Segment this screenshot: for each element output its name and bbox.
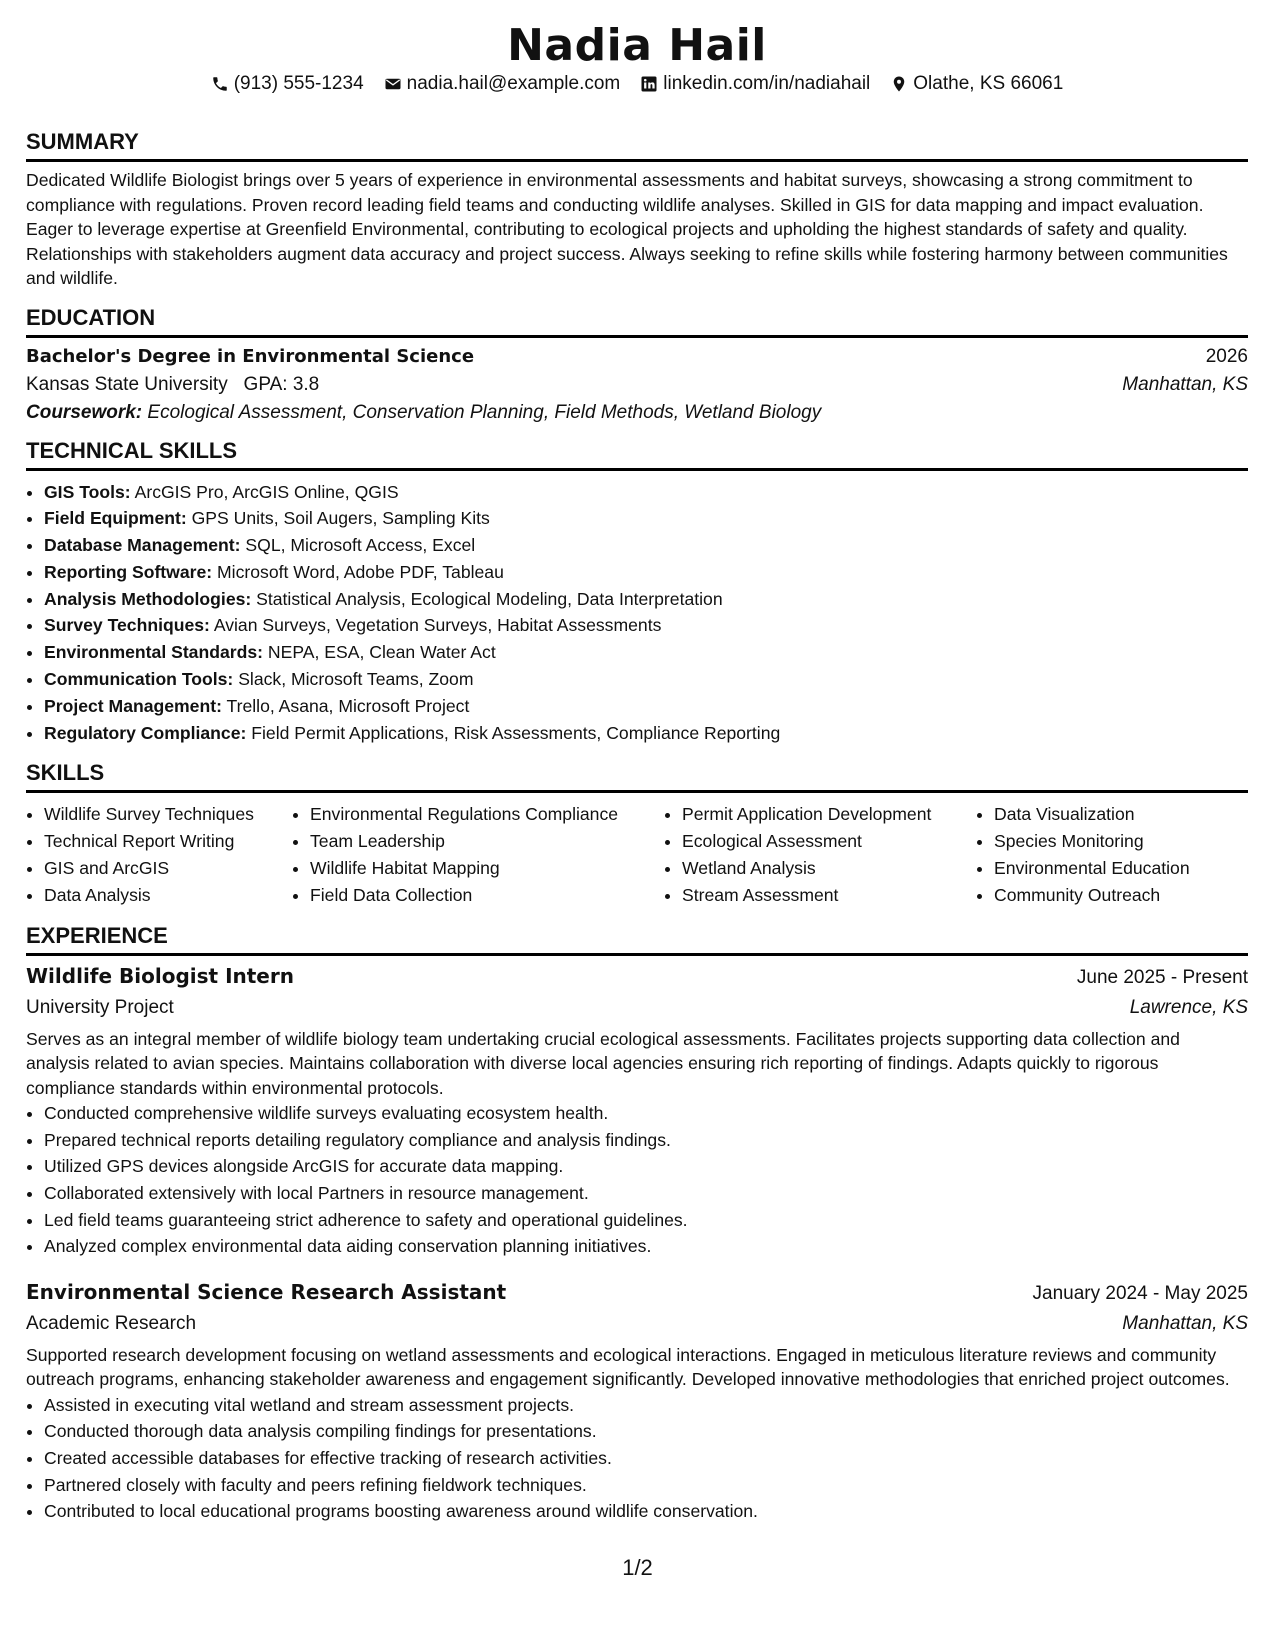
contact-email[interactable] <box>384 73 621 95</box>
tech-skill-value: SQL, Microsoft Access, Excel <box>245 535 476 556</box>
job-title-row <box>26 956 1248 989</box>
list-item: • Analyzed complex environmental data aiding conservation planning initiatives. <box>44 1233 1248 1260</box>
contact-location <box>890 73 1063 95</box>
map-pin-icon <box>890 75 908 93</box>
list-item: • Data Analysis <box>44 882 292 909</box>
tech-skill-label: Field Equipment: <box>44 508 187 529</box>
job-location: Manhattan, KS <box>1122 1312 1248 1334</box>
list-item <box>44 532 1248 559</box>
email-text: nadia.hail@example.com <box>406 73 621 94</box>
job-bullets <box>26 1392 1248 1525</box>
list-item <box>44 559 1248 586</box>
list-item: • Data Visualization <box>994 801 1248 828</box>
list-item: • Community Outreach <box>994 882 1248 909</box>
phone-icon <box>211 75 229 93</box>
tech-skill-value: ArcGIS Pro, ArcGIS Online, QGIS <box>134 481 399 502</box>
tech-skill-label: Reporting Software: <box>44 561 213 582</box>
skills-column <box>664 801 976 908</box>
tech-skill-label: Regulatory Compliance: <box>44 722 247 743</box>
summary-heading: SUMMARY <box>26 129 1248 162</box>
job-description: Serves as an integral member of wildlife biology team undertaking crucial ecological assessments. Facilitates projects supporting data collection and analysis related to avian species. Maintains collaboration with diverse local agencies ensuring rich reporting of findings. Adapts quickly to rigorous compliance standards within environmental protocols. <box>26 1028 1180 1098</box>
education-heading: EDUCATION <box>26 305 1248 338</box>
list-item: • Contributed to local educational programs boosting awareness around wildlife conservation. <box>44 1498 1248 1525</box>
list-item: • Environmental Regulations Compliance <box>310 801 664 828</box>
job-title: Wildlife Biologist Intern <box>26 963 294 988</box>
linkedin-icon <box>640 75 658 93</box>
list-item: • Wetland Analysis <box>682 855 976 882</box>
list-item <box>44 666 1248 693</box>
list-item: • Utilized GPS devices alongside ArcGIS for accurate data mapping. <box>44 1153 1248 1180</box>
education-school-row <box>26 374 1248 396</box>
job-organization: University Project <box>26 996 174 1018</box>
gpa: GPA: 3.8 <box>243 373 320 395</box>
list-item: • Ecological Assessment <box>682 828 976 855</box>
list-item <box>44 479 1248 506</box>
list-item: • GIS and ArcGIS <box>44 855 292 882</box>
job-org-row <box>26 997 1248 1019</box>
list-item: • Led field teams guaranteeing strict adherence to safety and operational guidelines. <box>44 1207 1248 1234</box>
tech-skill-value: Statistical Analysis, Ecological Modeling, Data Interpretation <box>256 588 723 609</box>
job-description: Supported research development focusing on wetland assessments and ecological interactions. Engaged in meticulous literature reviews and community outreach programs, enhancing stakeholder awareness and engagement significantly. Developed innovative methodologies that enriched project outcomes. <box>26 1344 1230 1390</box>
tech-skill-value: Avian Surveys, Vegetation Surveys, Habitat Assessments <box>213 615 662 636</box>
list-item: • Team Leadership <box>310 828 664 855</box>
job-org-row <box>26 1313 1248 1335</box>
envelope-icon <box>384 75 402 93</box>
tech-skill-label: Communication Tools: <box>44 669 234 690</box>
degree-title: Bachelor's Degree in Environmental Science <box>26 345 475 367</box>
skills-grid <box>26 801 1248 908</box>
experience-heading: EXPERIENCE <box>26 923 1248 956</box>
job-title: Environmental Science Research Assistant <box>26 1279 507 1304</box>
list-item <box>44 693 1248 720</box>
list-item <box>44 612 1248 639</box>
job-location: Lawrence, KS <box>1129 996 1248 1018</box>
skills-column <box>292 801 664 908</box>
contact-linkedin[interactable] <box>640 73 870 95</box>
list-item <box>44 639 1248 666</box>
tech-skill-value: Slack, Microsoft Teams, Zoom <box>238 669 474 690</box>
tech-skill-label: Analysis Methodologies: <box>44 588 252 609</box>
skills-column <box>976 801 1248 908</box>
list-item <box>44 505 1248 532</box>
tech-skill-label: GIS Tools: <box>44 481 131 502</box>
tech-skill-label: Project Management: <box>44 695 222 716</box>
list-item: • Environmental Education <box>994 855 1248 882</box>
list-item: • Wildlife Habitat Mapping <box>310 855 664 882</box>
job-bullets <box>26 1100 1248 1260</box>
school-location: Manhattan, KS <box>1122 373 1248 395</box>
phone-text: (913) 555-1234 <box>233 73 364 94</box>
technical-skills-list <box>26 479 1248 747</box>
skills-heading: SKILLS <box>26 760 1248 793</box>
list-item: • Permit Application Development <box>682 801 976 828</box>
tech-skill-value: NEPA, ESA, Clean Water Act <box>267 642 496 663</box>
list-item: • Partnered closely with faculty and peers refining fieldwork techniques. <box>44 1472 1248 1499</box>
page-indicator: 1/2 <box>622 1555 653 1580</box>
list-item: • Prepared technical reports detailing regulatory compliance and analysis findings. <box>44 1127 1248 1154</box>
job-entry <box>26 1272 1248 1525</box>
job-title-row <box>26 1272 1248 1305</box>
list-item <box>44 586 1248 613</box>
contact-phone[interactable] <box>211 73 364 95</box>
list-item: • Wildlife Survey Techniques <box>44 801 292 828</box>
list-item: • Collaborated extensively with local Partners in resource management. <box>44 1180 1248 1207</box>
job-dates: January 2024 - May 2025 <box>1032 1282 1248 1304</box>
summary-text: Dedicated Wildlife Biologist brings over 5 years of experience in environmental assessments and habitat surveys, showcasing a strong commitment to compliance with regulations. Proven record leading field teams and conducting wildlife analyses. Skilled in GIS for data mapping and impact evaluation. Eager to leverage expertise at Greenfield Environmental, contributing to ecological projects and upholding the highest standards of safety and quality. Relationships with stakeholders augment data accuracy and project success. Always seeking to refine skills while fostering harmony between communities and wildlife. <box>26 170 1228 288</box>
tech-skill-label: Survey Techniques: <box>44 615 210 636</box>
tech-skill-label: Environmental Standards: <box>44 642 263 663</box>
graduation-year: 2026 <box>1205 345 1248 367</box>
job-dates: June 2025 - Present <box>1076 966 1248 988</box>
tech-skill-value: Microsoft Word, Adobe PDF, Tableau <box>217 561 504 582</box>
tech-skill-value: Trello, Asana, Microsoft Project <box>226 695 470 716</box>
tech-skill-label: Database Management: <box>44 535 241 556</box>
job-entry <box>26 956 1248 1260</box>
list-item: • Created accessible databases for effective tracking of research activities. <box>44 1445 1248 1472</box>
coursework-line <box>26 402 1248 424</box>
school-info <box>26 374 319 396</box>
list-item <box>44 720 1248 747</box>
technical-skills-heading: TECHNICAL SKILLS <box>26 438 1248 471</box>
candidate-name: Nadia Hail <box>507 20 767 71</box>
job-organization: Academic Research <box>26 1312 197 1334</box>
school-name: Kansas State University <box>26 373 228 395</box>
tech-skill-value: Field Permit Applications, Risk Assessments, Compliance Reporting <box>251 722 781 743</box>
list-item: • Stream Assessment <box>682 882 976 909</box>
education-degree-row <box>26 338 1248 368</box>
skills-column <box>26 801 292 908</box>
list-item: • Conducted thorough data analysis compiling findings for presentations. <box>44 1418 1248 1445</box>
resume-page <box>26 0 1248 1525</box>
list-item: • Field Data Collection <box>310 882 664 909</box>
location-text: Olathe, KS 66061 <box>913 73 1064 94</box>
tech-skill-value: GPS Units, Soil Augers, Sampling Kits <box>191 508 490 529</box>
coursework-list: Ecological Assessment, Conservation Planning, Field Methods, Wetland Biology <box>147 401 822 423</box>
contact-bar <box>26 73 1248 95</box>
coursework-label: Coursework: <box>26 401 143 423</box>
linkedin-text: linkedin.com/in/nadiahail <box>663 73 871 94</box>
list-item: • Conducted comprehensive wildlife surveys evaluating ecosystem health. <box>44 1100 1248 1127</box>
list-item: • Assisted in executing vital wetland and stream assessment projects. <box>44 1392 1248 1419</box>
list-item: • Technical Report Writing <box>44 828 292 855</box>
list-item: • Species Monitoring <box>994 828 1248 855</box>
